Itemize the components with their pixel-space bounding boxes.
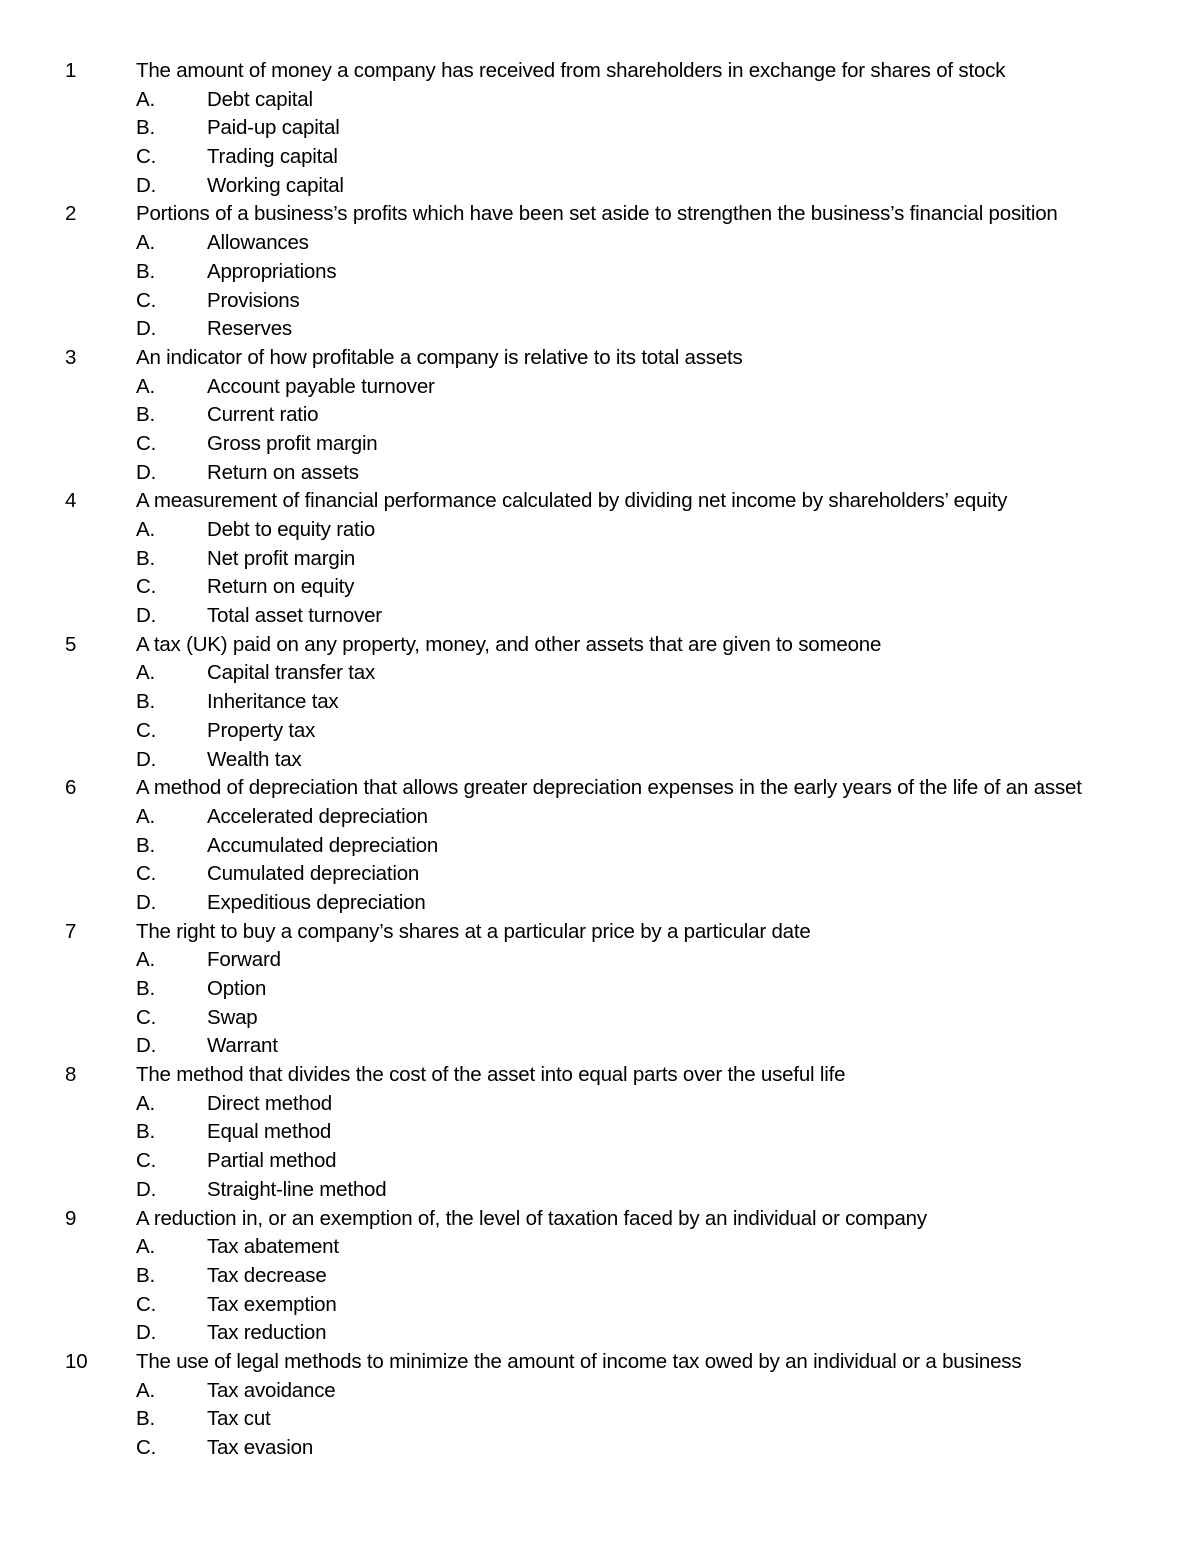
question-2 — [0, 200, 1200, 343]
option-b — [0, 832, 1200, 861]
question-text: A measurement of financial performance calculated by dividing net income by shareholders’ equity — [136, 489, 1008, 513]
question-number: 2 — [65, 202, 77, 226]
option-letter: A. — [136, 87, 155, 111]
question-10 — [0, 1348, 1200, 1463]
question-line — [0, 918, 1200, 947]
option-c — [0, 1291, 1200, 1320]
option-b — [0, 1405, 1200, 1434]
option-letter: B. — [136, 1120, 155, 1144]
option-letter: C. — [136, 288, 157, 312]
option-text: Wealth tax — [207, 747, 302, 771]
question-6 — [0, 774, 1200, 917]
option-text: Tax cut — [207, 1407, 271, 1431]
option-letter: A. — [136, 1235, 155, 1259]
option-text: Allowances — [207, 231, 309, 255]
option-text: Expeditious depreciation — [207, 890, 426, 914]
option-text: Forward — [207, 948, 281, 972]
option-c — [0, 430, 1200, 459]
option-text: Partial method — [207, 1149, 337, 1173]
option-text: Property tax — [207, 718, 316, 742]
question-line — [0, 487, 1200, 516]
option-letter: B. — [136, 259, 155, 283]
option-text: Account payable turnover — [207, 374, 435, 398]
option-b — [0, 401, 1200, 430]
option-d — [0, 1319, 1200, 1348]
option-c — [0, 860, 1200, 889]
question-line — [0, 631, 1200, 660]
question-text: The right to buy a company’s shares at a particular price by a particular date — [136, 919, 811, 943]
option-d — [0, 315, 1200, 344]
question-1 — [0, 57, 1200, 200]
question-line — [0, 1205, 1200, 1234]
option-text: Tax abatement — [207, 1235, 339, 1259]
question-4 — [0, 487, 1200, 630]
question-number: 6 — [65, 776, 77, 800]
option-d — [0, 602, 1200, 631]
question-number: 5 — [65, 632, 77, 656]
question-text: A method of depreciation that allows greater depreciation expenses in the early years of the life of an asset — [136, 776, 1082, 800]
option-c — [0, 573, 1200, 602]
option-letter: B. — [136, 1407, 155, 1431]
option-letter: B. — [136, 833, 155, 857]
question-line — [0, 57, 1200, 86]
option-a — [0, 803, 1200, 832]
option-text: Direct method — [207, 1091, 333, 1115]
question-3 — [0, 344, 1200, 487]
question-8 — [0, 1061, 1200, 1204]
option-text: Tax exemption — [207, 1292, 337, 1316]
question-line — [0, 774, 1200, 803]
option-a — [0, 373, 1200, 402]
question-text: A tax (UK) paid on any property, money, and other assets that are given to someone — [136, 632, 882, 656]
option-c — [0, 1147, 1200, 1176]
option-letter: C. — [136, 575, 157, 599]
option-text: Capital transfer tax — [207, 661, 376, 685]
option-letter: C. — [136, 145, 157, 169]
option-text: Tax avoidance — [207, 1378, 336, 1402]
option-b — [0, 545, 1200, 574]
option-text: Inheritance tax — [207, 690, 339, 714]
option-a — [0, 1233, 1200, 1262]
option-letter: A. — [136, 374, 155, 398]
option-a — [0, 1090, 1200, 1119]
question-7 — [0, 918, 1200, 1061]
option-text: Accumulated depreciation — [207, 833, 439, 857]
option-d — [0, 746, 1200, 775]
option-letter: D. — [136, 1177, 157, 1201]
option-text: Return on assets — [207, 460, 359, 484]
option-letter: A. — [136, 804, 155, 828]
question-text: Portions of a business’s profits which have been set aside to strengthen the business’s financial position — [136, 202, 1058, 226]
option-a — [0, 946, 1200, 975]
option-letter: D. — [136, 1321, 157, 1345]
option-text: Total asset turnover — [207, 604, 382, 628]
option-text: Working capital — [207, 173, 344, 197]
option-letter: D. — [136, 1034, 157, 1058]
option-b — [0, 1118, 1200, 1147]
option-letter: C. — [136, 1292, 157, 1316]
option-text: Tax evasion — [207, 1436, 314, 1460]
option-letter: D. — [136, 604, 157, 628]
option-letter: A. — [136, 661, 155, 685]
option-d — [0, 459, 1200, 488]
option-a — [0, 229, 1200, 258]
option-text: Tax reduction — [207, 1321, 327, 1345]
option-letter: D. — [136, 747, 157, 771]
option-letter: B. — [136, 403, 155, 427]
option-letter: D. — [136, 317, 157, 341]
option-text: Accelerated depreciation — [207, 804, 428, 828]
question-number: 8 — [65, 1063, 77, 1087]
option-letter: C. — [136, 718, 157, 742]
option-d — [0, 1176, 1200, 1205]
question-text: The use of legal methods to minimize the amount of income tax owed by an individual or a business — [136, 1349, 1022, 1373]
question-number: 10 — [65, 1349, 88, 1373]
option-text: Debt to equity ratio — [207, 518, 376, 541]
option-text: Equal method — [207, 1120, 332, 1144]
option-letter: B. — [136, 116, 155, 140]
question-line — [0, 200, 1200, 229]
question-text: An indicator of how profitable a company is relative to its total assets — [136, 345, 743, 369]
option-b — [0, 258, 1200, 287]
question-number: 3 — [65, 345, 77, 369]
question-number: 7 — [65, 919, 77, 943]
option-c — [0, 1434, 1200, 1463]
option-c — [0, 1004, 1200, 1033]
option-text: Debt capital — [207, 87, 313, 111]
question-line — [0, 1348, 1200, 1377]
question-9 — [0, 1205, 1200, 1348]
option-letter: C. — [136, 431, 157, 455]
option-b — [0, 1262, 1200, 1291]
option-letter: B. — [136, 1263, 155, 1287]
option-b — [0, 114, 1200, 143]
option-d — [0, 1032, 1200, 1061]
question-text: The method that divides the cost of the asset into equal parts over the useful life — [136, 1063, 846, 1087]
option-text: Net profit margin — [207, 546, 356, 570]
option-letter: A. — [136, 518, 155, 541]
option-text: Return on equity — [207, 575, 355, 599]
option-letter: B. — [136, 977, 155, 1001]
option-d — [0, 889, 1200, 918]
option-text: Gross profit margin — [207, 431, 378, 455]
option-a — [0, 516, 1200, 545]
option-a — [0, 659, 1200, 688]
option-letter: B. — [136, 546, 155, 570]
option-text: Warrant — [207, 1034, 278, 1058]
option-text: Current ratio — [207, 403, 319, 427]
option-letter: C. — [136, 1436, 157, 1460]
option-text: Appropriations — [207, 259, 337, 283]
option-text: Trading capital — [207, 145, 338, 169]
option-text: Option — [207, 977, 267, 1001]
question-text: A reduction in, or an exemption of, the level of taxation faced by an individual or company — [136, 1206, 927, 1230]
option-letter: C. — [136, 1005, 157, 1029]
option-d — [0, 172, 1200, 201]
option-c — [0, 717, 1200, 746]
option-a — [0, 86, 1200, 115]
option-text: Provisions — [207, 288, 300, 312]
question-number: 9 — [65, 1206, 77, 1230]
question-line — [0, 1061, 1200, 1090]
option-letter: A. — [136, 948, 155, 972]
question-text: The amount of money a company has received from shareholders in exchange for shares of stock — [136, 59, 1006, 82]
question-5 — [0, 631, 1200, 774]
option-letter: D. — [136, 173, 157, 197]
option-letter: C. — [136, 1149, 157, 1173]
option-letter: B. — [136, 690, 155, 714]
question-number: 1 — [65, 59, 77, 82]
question-number: 4 — [65, 489, 77, 513]
option-c — [0, 287, 1200, 316]
option-letter: A. — [136, 231, 155, 255]
option-text: Swap — [207, 1005, 258, 1029]
option-text: Paid-up capital — [207, 116, 340, 140]
option-letter: A. — [136, 1091, 155, 1115]
quiz-page — [0, 57, 1200, 1463]
option-letter: D. — [136, 460, 157, 484]
option-letter: A. — [136, 1378, 155, 1402]
option-text: Tax decrease — [207, 1263, 327, 1287]
option-text: Reserves — [207, 317, 292, 341]
option-b — [0, 688, 1200, 717]
option-text: Cumulated depreciation — [207, 862, 420, 886]
option-letter: D. — [136, 890, 157, 914]
option-c — [0, 143, 1200, 172]
question-line — [0, 344, 1200, 373]
option-letter: C. — [136, 862, 157, 886]
option-text: Straight-line method — [207, 1177, 387, 1201]
option-a — [0, 1377, 1200, 1406]
option-b — [0, 975, 1200, 1004]
